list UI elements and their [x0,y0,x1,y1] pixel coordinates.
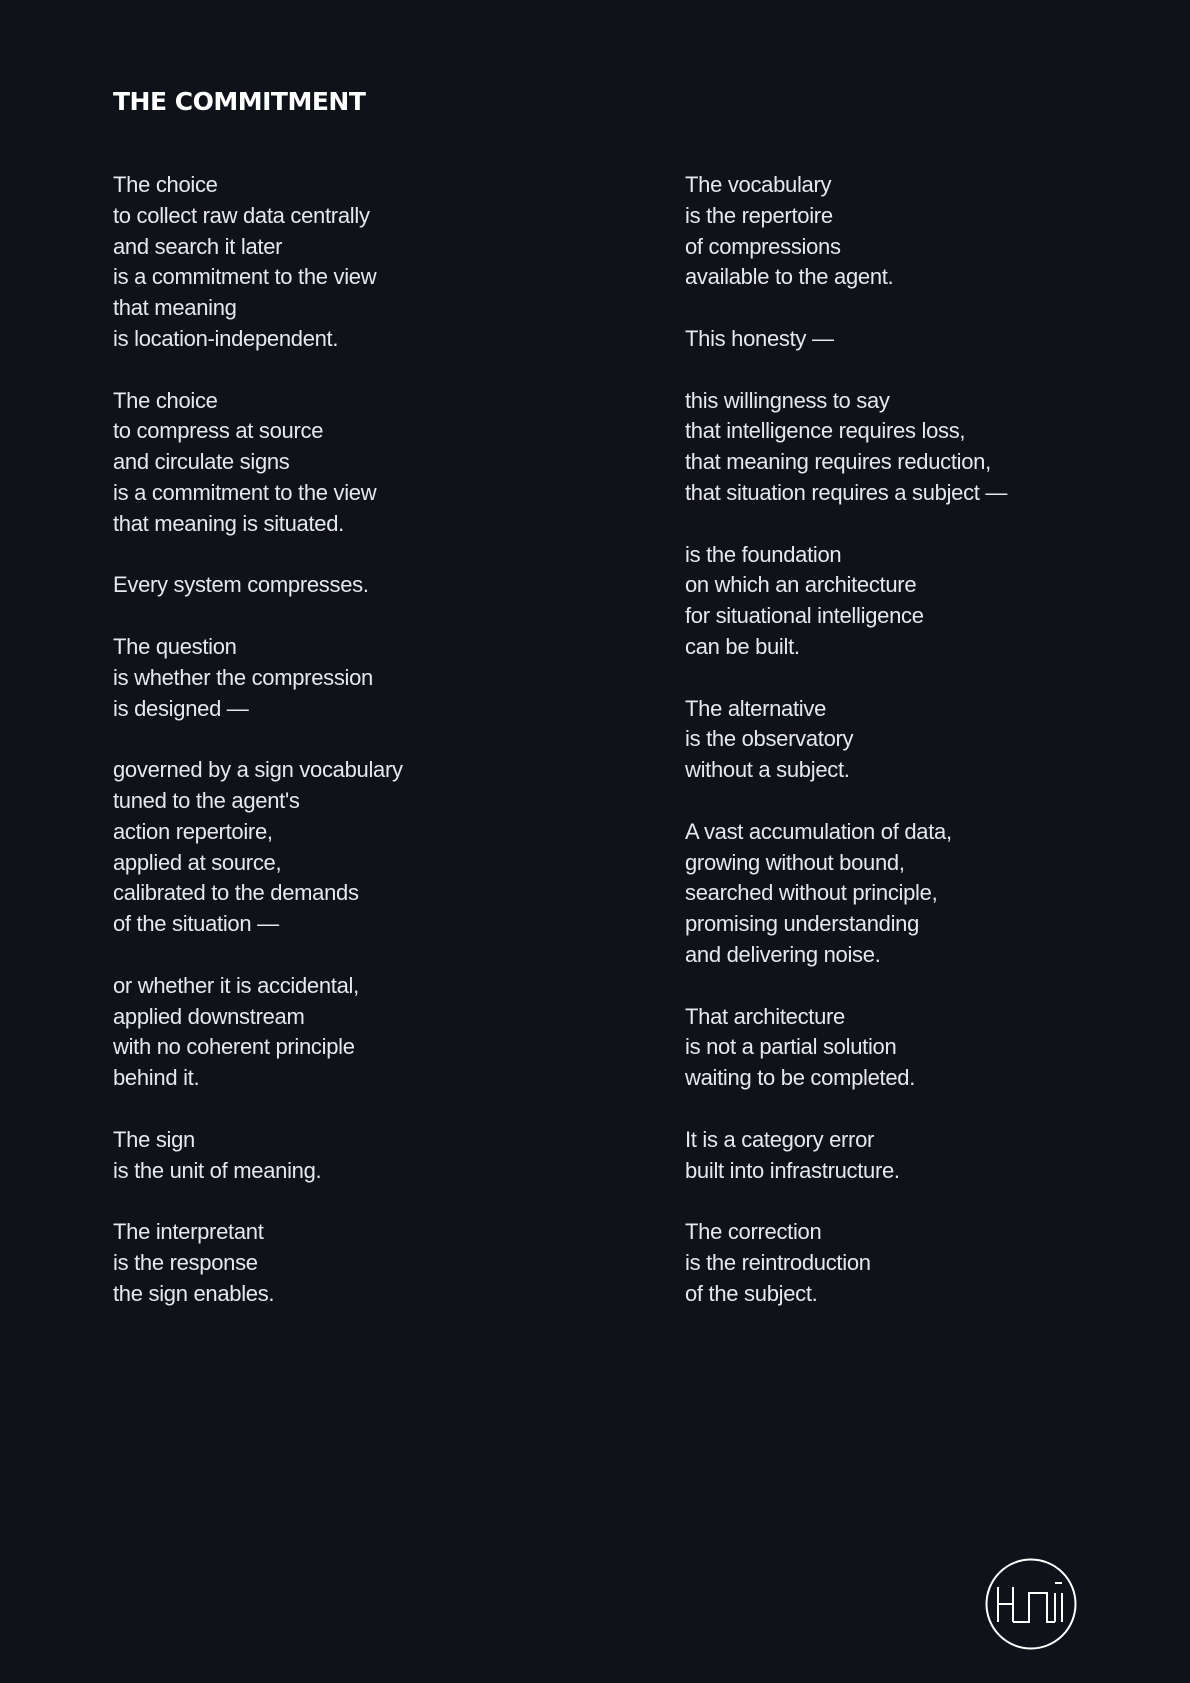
stanza-line: calibrated to the demands [113,880,359,906]
right-column [685,170,1145,1340]
stanza-line: of compressions [685,233,841,259]
stanza-line: is not a partial solution [685,1034,897,1060]
stanza-line: of the situation — [113,911,279,937]
stanza-line: applied downstream [113,1003,305,1029]
stanza-line: tuned to the agent's [113,787,300,813]
stanza-line: that intelligence requires loss, [685,418,966,444]
stanza-line: and search it later [113,233,283,259]
stanza-line: A vast accumulation of data, [685,818,952,844]
stanza-line: The correction [685,1219,822,1245]
stanza-line: is the observatory [685,726,854,752]
stanza-line: can be built. [685,633,800,659]
stanza [685,324,1145,355]
stanza [113,971,573,1094]
stanza-line: that meaning requires reduction, [685,449,991,475]
stanza-line: is a commitment to the view [113,479,377,505]
stanza-line: behind it. [113,1065,200,1091]
stanza-line: growing without bound, [685,849,905,875]
stanza-line: That architecture [685,1003,845,1029]
stanza-line: or whether it is accidental, [113,972,359,998]
stanza-line: available to the agent. [685,264,894,290]
stanza-line: governed by a sign vocabulary [113,757,403,783]
stanza-line: and delivering noise. [685,941,881,967]
stanza-line: is a commitment to the view [113,264,377,290]
stanza [685,170,1145,293]
stanza-line: without a subject. [685,757,850,783]
stanza [685,540,1145,663]
stanza [685,1125,1145,1187]
stanza-line: to collect raw data centrally [113,202,370,228]
stanza-line: The choice [113,172,218,197]
stanza-line: The interpretant [113,1219,264,1245]
stanza-line: The question [113,633,237,659]
stanza-line: It is a category error [685,1126,875,1152]
stanza-line: the sign enables. [113,1280,275,1306]
stanza [685,1002,1145,1094]
stanza-line: This honesty — [685,325,834,351]
stanza-line: of the subject. [685,1280,818,1306]
stanza-line: built into infrastructure. [685,1157,900,1183]
stanza-line: Every system compresses. [113,572,369,598]
stanza-line: is the unit of meaning. [113,1157,322,1183]
stanza-line: that meaning [113,295,237,321]
stanza-line: and circulate signs [113,449,290,475]
left-column [113,170,573,1340]
stanza [113,632,573,724]
stanza-line: The vocabulary [685,172,832,197]
stanza-line: is the foundation [685,541,842,567]
stanza-line: is whether the compression [113,664,373,690]
stanza-line: is the reintroduction [685,1249,871,1275]
stanza-line: searched without principle, [685,880,938,906]
stanza-line: The sign [113,1126,195,1152]
page-title: THE COMMITMENT [113,87,366,116]
stanza-line: promising understanding [685,911,920,937]
stanza [113,755,573,940]
stanza [113,570,573,601]
stanza [113,1125,573,1187]
stanza-line: for situational intelligence [685,603,924,629]
stanza [113,170,573,355]
stanza-line: waiting to be completed. [685,1065,916,1091]
stanza [685,694,1145,786]
stanza-line: is the repertoire [685,202,833,228]
stanza-line: is designed — [113,695,249,721]
stanza-line: that situation requires a subject — [685,479,1008,505]
stanza-line: is the response [113,1249,258,1275]
stanza-line: is location-independent. [113,325,339,351]
stanza-line: on which an architecture [685,572,917,598]
stanza [685,817,1145,971]
stanza-line: applied at source, [113,849,282,875]
stanza [113,1217,573,1309]
stanza-line: The alternative [685,695,827,721]
stanza [685,386,1145,509]
stanza-line: to compress at source [113,418,324,444]
stanza-line: that meaning is situated. [113,510,344,536]
stanza [685,1217,1145,1309]
stanza-line: The choice [113,387,218,413]
stanza-line: with no coherent principle [113,1034,355,1060]
stanza-line: this willingness to say [685,387,890,413]
stanza-line: action repertoire, [113,818,273,844]
stanza [113,386,573,540]
brand-logo-icon [985,1558,1077,1650]
